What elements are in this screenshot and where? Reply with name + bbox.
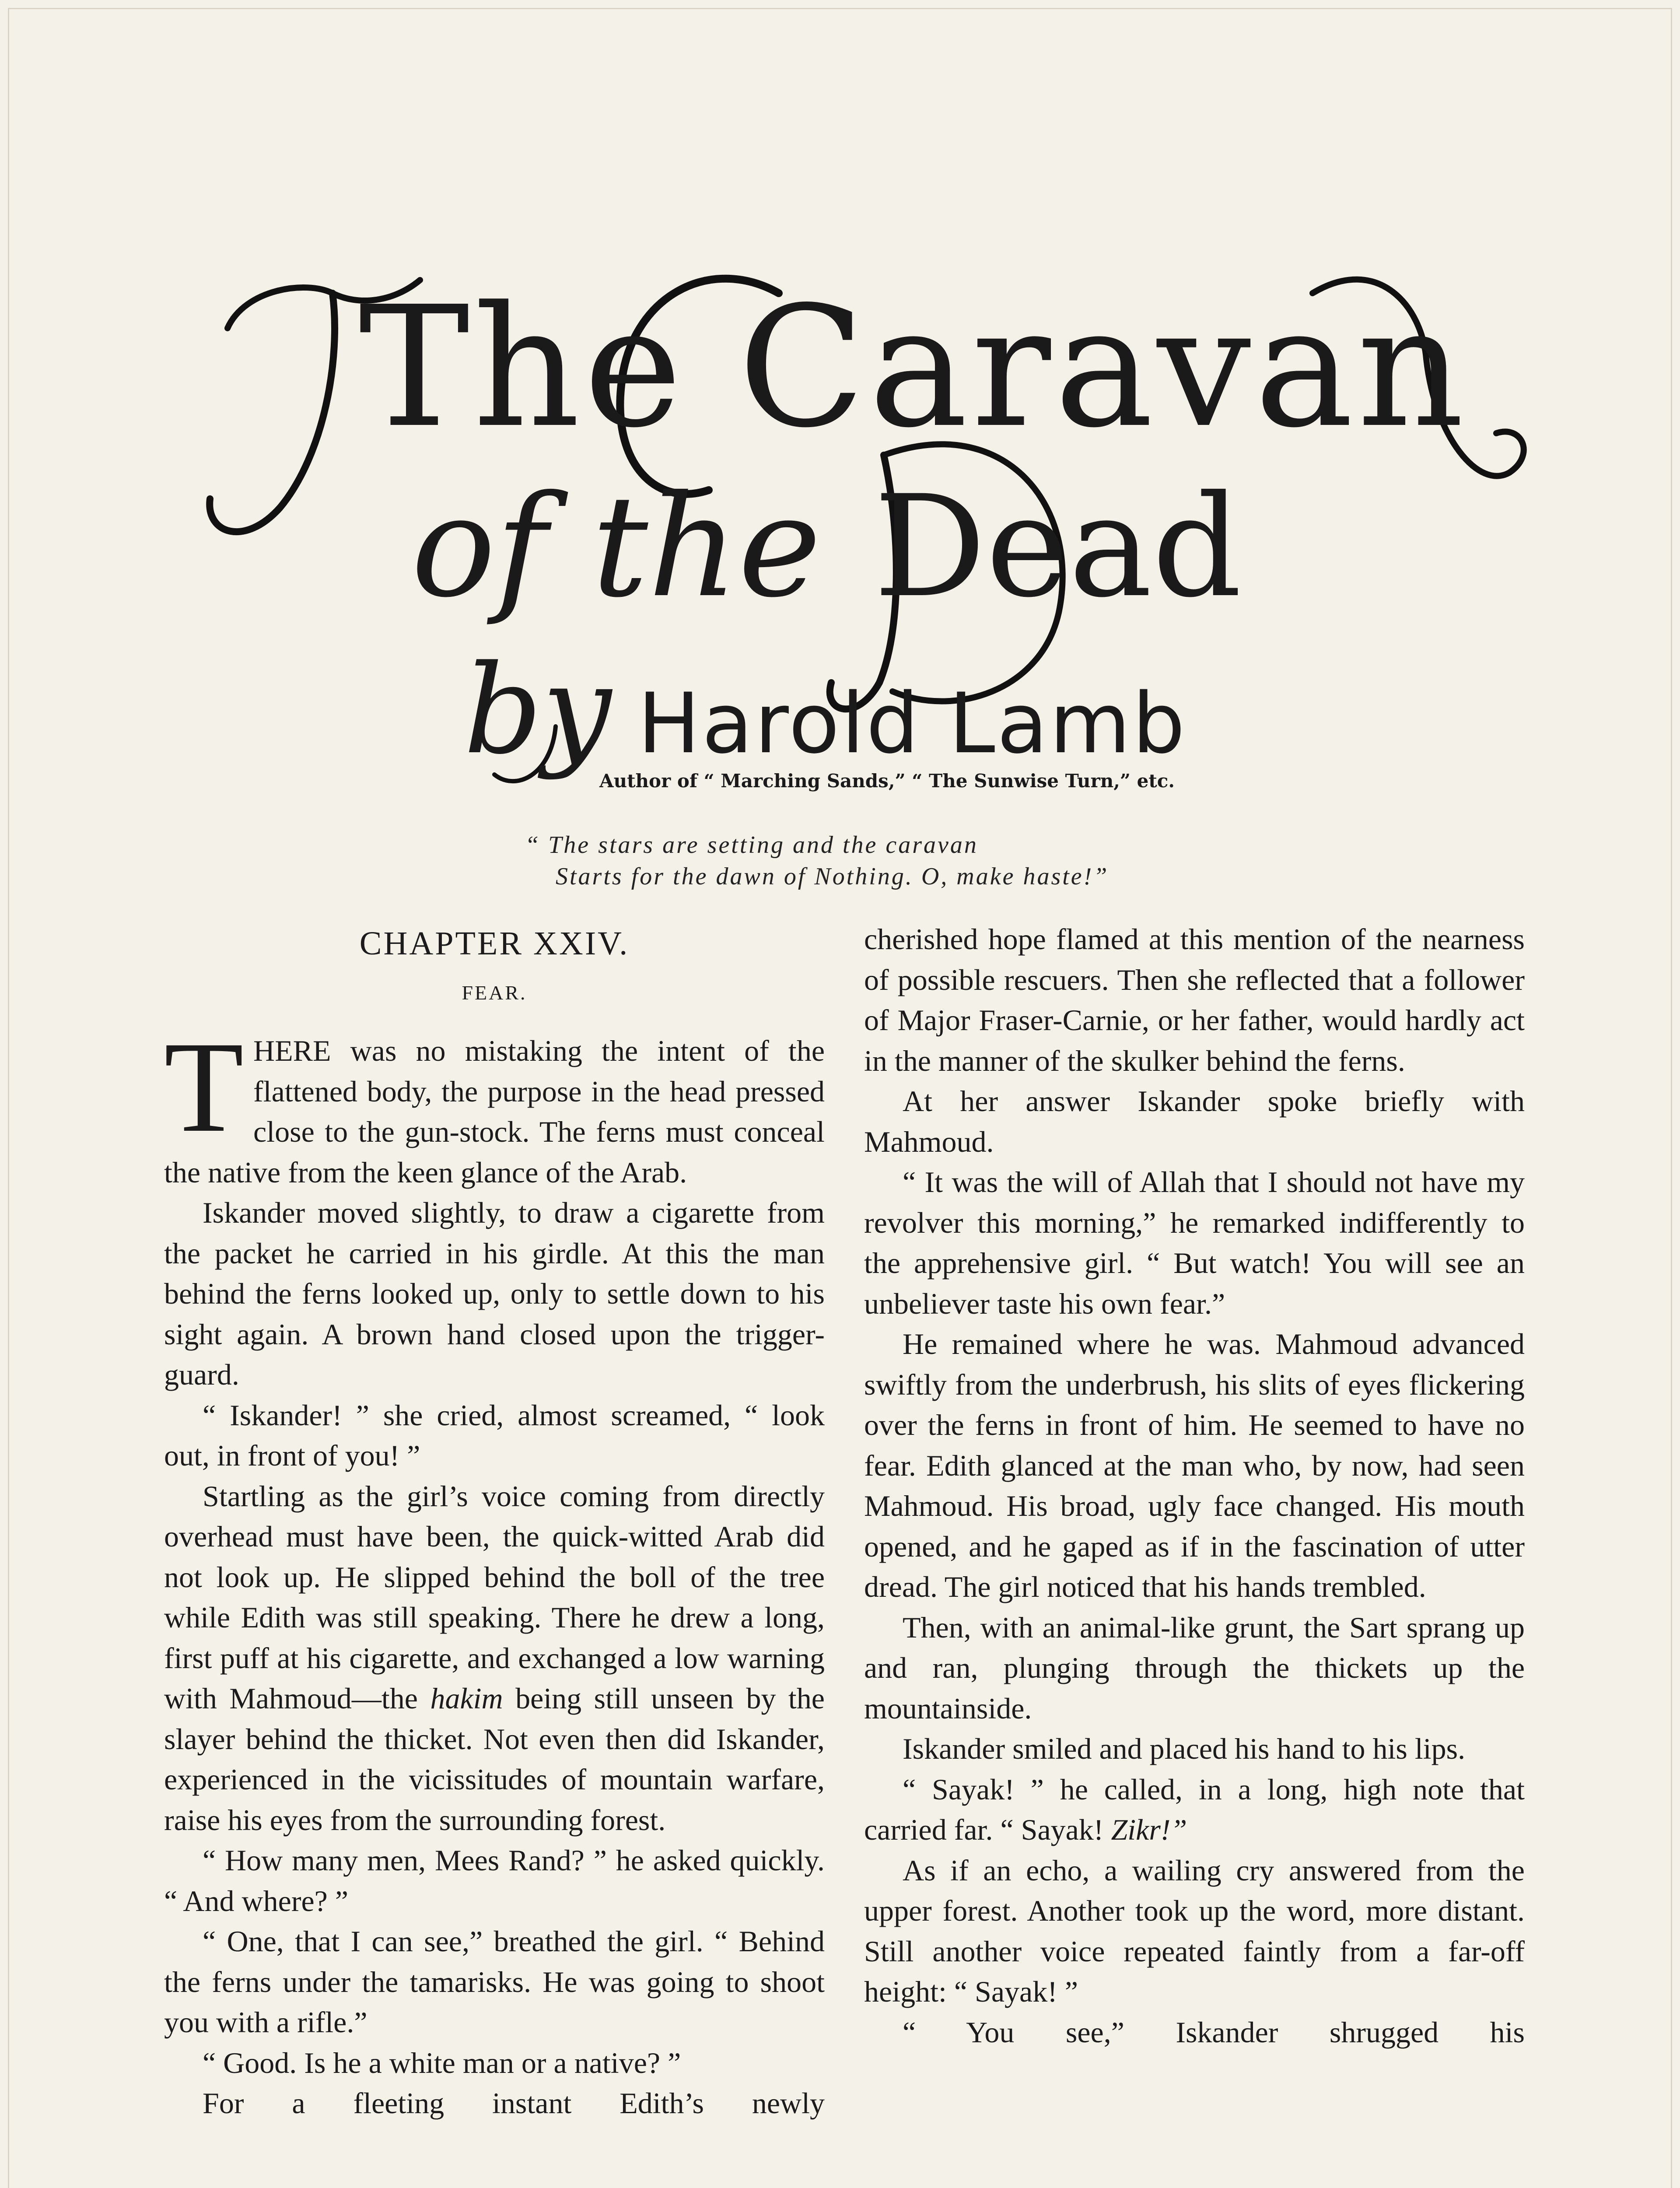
paragraph: At her answer Iskander spoke briefly with Mahmoud. [864,1084,1525,1158]
paragraph: “ How many men, Mees Rand? ” he asked quickly. “ And where? ” [164,1844,825,1918]
byline [464,639,1187,782]
chapter-title: FEAR. [462,981,527,1004]
paragraph [164,1015,825,1192]
title-block [0,228,1680,831]
paragraph: Iskander moved slightly, to draw a cigarette from the packet he carried in his girdle. At this the man behind the ferns looked up, only to settle down to his sight again. A brown hand closed upon the trigger-guard. [164,1196,825,1391]
paragraph: He remained where he was. Mahmoud advanced swiftly from the underbrush, his slits of eyes flickering over the ferns in front of him. He seemed to have no fear. Edith glanced at the man who, by now, had seen Mahmoud. His broad, ugly face changed. His mouth opened, and he gaped as if in the fascination of utter dread. The girl noticed that his hands trembled. [864,1327,1525,1603]
paragraph [164,1476,825,1841]
right-column [864,919,1525,2052]
byline-by: by [464,639,612,782]
chapter-number: CHAPTER XXIV. [359,925,630,962]
author-credits: Author of “ Marching Sands,” “ The Sunwise Turn,” etc. [599,770,1175,792]
title-line-1 [359,270,1468,464]
drop-cap: T [164,1015,244,1159]
paragraph: “ Iskander! ” she cried, almost screamed, “ look out, in front of you! ” [164,1398,825,1472]
title-word-the: The [359,270,686,464]
epigraph [525,829,1109,892]
paragraph-text: HERE was no mistaking the intent of the flattened body, the purpose in the head pressed close to the gun-stock. The ferns must conceal the native from the keen glance of the Arab. [164,1034,825,1189]
author-name: Harold Lamb [637,675,1187,772]
paragraph: cherished hope flamed at this mention of the nearness of possible rescuers. Then she reflected that a follower of Major Fraser-Carnie, or her father, would hardly act in the manner of the skulker behind the ferns. [864,922,1525,1077]
title-line-2 [411,466,1242,628]
title-word-of-the: of the [411,466,821,628]
paragraph: For a fleeting instant Edith’s newly [203,2086,825,2120]
paragraph: “ You see,” Iskander shrugged his [903,2015,1525,2049]
paragraph: “ It was the will of Allah that I should not have my revolver this morning,” he remarked indifferently to the apprehensive girl. “ But watch! You will see an unbeliever taste his own fear.” [864,1165,1525,1320]
italic-word: Zikr!” [1111,1813,1187,1846]
left-column [164,919,825,2124]
title-word-caravan: Caravan [738,270,1468,464]
epigraph-line-2: Starts for the dawn of Nothing. O, make haste!” [556,863,1109,890]
paragraph: Then, with an animal-like grunt, the Sart sprang up and ran, plunging through the thickets up the mountainside. [864,1610,1525,1725]
paragraph: “ One, that I can see,” breathed the girl. “ Behind the ferns under the tamarisks. He was going to shoot you with a rifle.” [164,1925,825,2039]
title-word-dead: Dead [873,466,1242,628]
paragraph-text: Startling as the girl’s voice coming from directly overhead must have been, the quick-witted Arab did not look up. He slipped behind the boll of the tree while Edith was still speaking. There he drew a long, first puff at his cigarette, and exchanged a low warning with Mahmoud—the [164,1479,825,1715]
paragraph-text: “ Sayak! ” he called, in a long, high note that carried far. “ Sayak! [864,1772,1525,1846]
paragraph-text: being still unseen by the slayer behind the thicket. Not even then did Iskander, experienced in the vicissitudes of mountain warfare, raise his eyes from the surrounding forest. [164,1682,825,1837]
paragraph: “ Good. Is he a white man or a native? ” [203,2046,681,2079]
epigraph-line-1: “ The stars are setting and the caravan [525,831,978,859]
italic-word: hakim [430,1682,503,1715]
paragraph [864,1769,1525,1850]
paragraph: As if an echo, a wailing cry answered from the upper forest. Another took up the word, more distant. Still another voice repeated faintly from a far-off height: “ Sayak! ” [864,1853,1525,2008]
paragraph: Iskander smiled and placed his hand to his lips. [903,1732,1466,1765]
